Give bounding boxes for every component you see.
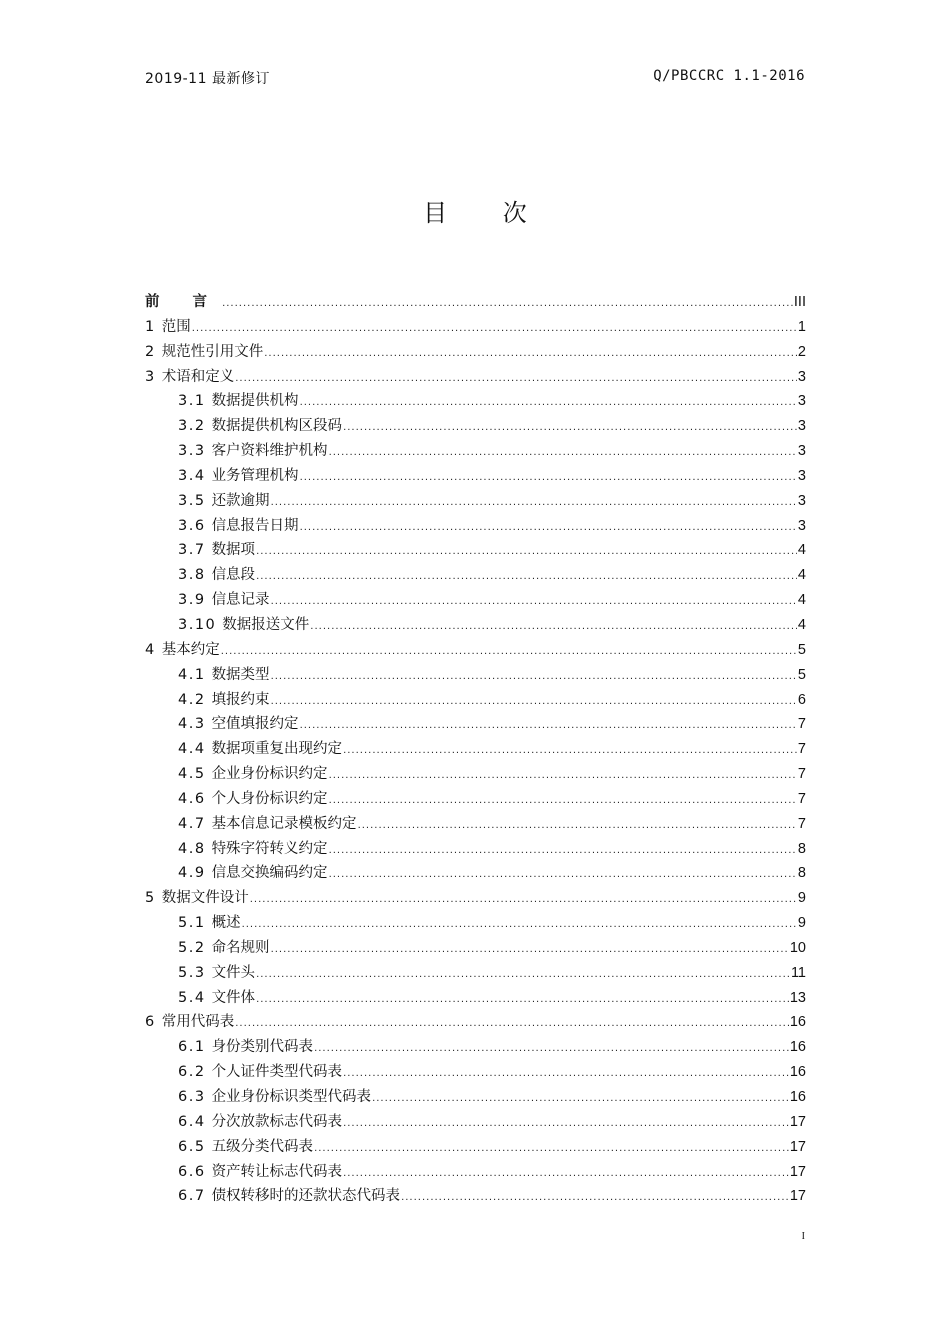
toc-entry-page: 16 [789,1014,806,1031]
toc-entry-number: 5.3 [178,964,206,981]
toc-entry-number: 6.1 [178,1039,206,1056]
toc-entry-text: 命名规则 [211,939,270,956]
page-number: I [801,1231,805,1242]
toc-entry-label [178,1110,342,1131]
toc-dot-leader [310,621,797,632]
toc-entry-page: 3 [797,517,806,534]
toc-dot-leader [235,1018,789,1029]
toc-entry-number: 3 [145,368,156,385]
toc-entry-number: 4.8 [178,840,206,857]
toc-entry-page: 7 [797,741,806,758]
toc-dot-leader [329,795,797,806]
toc-entry[interactable] [145,613,806,638]
toc-entry-text: 文件头 [211,964,256,981]
toc-entry-label [178,861,328,882]
toc-dot-leader [358,820,797,831]
toc-entry-label [178,837,328,858]
toc-entry-page: 16 [789,1039,806,1056]
toc-entry-text: 信息段 [211,567,256,584]
toc-entry[interactable] [145,1160,806,1185]
toc-entry-number: 3.4 [178,467,206,484]
toc-dot-leader [300,397,797,408]
toc-entry-label [145,886,249,907]
toc-entry-page: 3 [797,393,806,410]
toc-dot-leader [271,671,797,682]
toc-entry-label [178,588,270,609]
toc-entry-text: 数据类型 [211,666,270,683]
toc-entry-text: 文件体 [211,989,256,1006]
toc-entry-text: 资产转让标志代码表 [211,1163,343,1180]
toc-entry-label [145,290,221,311]
toc-entry-page: 3 [797,368,806,385]
toc-entry-number: 3.7 [178,542,206,559]
toc-entry[interactable] [145,638,806,663]
toc-entry-number: 5 [145,890,156,907]
toc-entry-label [178,986,255,1007]
toc-entry-text: 常用代码表 [161,1014,235,1031]
toc-dot-leader [242,919,797,930]
toc-entry-label [178,1160,342,1181]
toc-dot-leader [256,571,797,582]
toc-dot-leader [343,745,797,756]
toc-entry-text: 企业身份标识约定 [211,766,328,783]
toc-dot-leader [256,969,790,980]
toc-entry[interactable] [145,439,806,464]
toc-entry-number: 5.1 [178,915,206,932]
toc-entry-number: 6.2 [178,1064,206,1081]
toc-entry[interactable] [145,1060,806,1085]
toc-entry-label [178,1035,313,1056]
toc-entry[interactable] [145,812,806,837]
toc-entry-label [178,563,255,584]
toc-entry-number: 4.6 [178,790,206,807]
toc-dot-leader [314,1043,789,1054]
toc-entry[interactable] [145,389,806,414]
toc-entry-label [145,340,263,361]
toc-entry-number: 4 [145,641,156,658]
toc-entry-page: 3 [797,418,806,435]
toc-dot-leader [271,696,797,707]
toc-dot-leader [250,894,797,905]
toc-dot-leader [343,422,797,433]
toc-entry-page: 7 [797,716,806,733]
toc-entry[interactable] [145,1010,806,1035]
toc-entry-number: 3.2 [178,418,206,435]
toc-entry-page: 7 [797,790,806,807]
toc-entry-page: 16 [789,1089,806,1105]
toc-entry[interactable] [145,1110,806,1135]
toc-entry[interactable] [145,340,806,365]
toc-entry-page: 17 [789,1163,806,1180]
toc-entry-label [178,1085,371,1106]
toc-entry[interactable] [145,712,806,737]
table-of-contents [145,290,806,1209]
toc-entry-text: 基本信息记录模板约定 [211,815,357,832]
toc-entry-label [145,638,220,659]
toc-entry-label [178,414,342,435]
toc-entry-number: 6 [145,1014,156,1031]
toc-entry-page: 6 [797,691,806,708]
toc-entry-text: 前 言 [145,294,222,310]
toc-dot-leader [329,770,797,781]
toc-entry-label [178,812,357,833]
toc-entry-number: 5.4 [178,989,206,1006]
toc-entry-text: 概述 [211,915,241,932]
toc-entry-text: 个人身份标识约定 [211,790,328,807]
toc-entry[interactable] [145,464,806,489]
toc-entry-page: 1 [797,318,806,335]
toc-entry-number: 3.3 [178,443,206,460]
toc-entry-number: 4.7 [178,815,206,832]
toc-entry-page: 13 [789,989,806,1006]
toc-entry-label [178,911,241,932]
toc-entry-text: 还款逾期 [211,492,270,509]
toc-entry-text: 填报约束 [211,691,270,708]
toc-entry-page: 2 [797,343,806,360]
toc-entry-number: 3.6 [178,517,206,534]
toc-entry[interactable] [145,886,806,911]
header-standard-code: Q/PBCCRC 1.1-2016 [653,68,805,84]
toc-entry-page: III [793,294,806,310]
toc-dot-leader [329,845,797,856]
toc-entry[interactable] [145,737,806,762]
toc-entry-number: 2 [145,343,156,360]
toc-entry-text: 数据项 [211,542,256,559]
toc-entry-label [178,663,270,684]
toc-entry-text: 规范性引用文件 [161,343,264,360]
toc-entry[interactable] [145,837,806,862]
toc-entry-label [178,489,270,510]
toc-entry-text: 客户资料维护机构 [211,443,328,460]
toc-entry-number: 4.3 [178,716,206,733]
toc-dot-leader [221,646,797,657]
toc-entry[interactable] [145,762,806,787]
toc-entry[interactable] [145,1035,806,1060]
toc-entry-page: 17 [789,1113,806,1130]
toc-entry-number: 1 [145,318,156,335]
toc-entry-label [145,365,234,386]
toc-entry-label [178,514,299,535]
toc-entry-text: 术语和定义 [161,368,235,385]
page-title: 目 次 [423,199,551,227]
toc-dot-leader [343,1168,789,1179]
toc-entry[interactable] [145,1135,806,1160]
toc-entry-text: 基本约定 [161,641,220,658]
toc-entry[interactable] [145,961,806,986]
toc-dot-leader [314,1143,789,1154]
toc-entry-label [178,762,328,783]
toc-entry[interactable] [145,986,806,1011]
toc-dot-leader [329,447,797,458]
toc-entry-number: 3.9 [178,592,206,609]
toc-entry-text: 信息交换编码约定 [211,865,328,882]
toc-entry-number: 3.10 [178,616,217,633]
toc-dot-leader [401,1192,789,1203]
toc-entry[interactable] [145,936,806,961]
toc-dot-leader [256,546,797,557]
toc-entry-page: 11 [790,964,806,981]
toc-entry-label [178,538,255,559]
toc-entry-label [178,688,270,709]
toc-dot-leader [329,869,797,880]
toc-entry-page: 9 [797,915,806,932]
toc-dot-leader [264,348,797,359]
toc-entry-number: 3.5 [178,492,206,509]
toc-dot-leader [372,1093,789,1104]
toc-entry-number: 4.4 [178,741,206,758]
toc-entry[interactable] [145,1184,806,1209]
toc-entry-number: 4.1 [178,666,206,683]
toc-entry[interactable] [145,1085,806,1110]
toc-entry-page: 5 [797,641,806,658]
toc-dot-leader [271,596,797,607]
toc-entry-text: 个人证件类型代码表 [211,1064,343,1081]
toc-entry-page: 3 [797,467,806,484]
toc-entry-text: 五级分类代码表 [211,1138,314,1155]
toc-entry-page: 3 [797,492,806,509]
toc-dot-leader [222,298,793,309]
toc-dot-leader [300,472,797,483]
toc-entry-text: 信息记录 [211,592,270,609]
toc-entry-label [178,439,328,460]
toc-entry[interactable] [145,861,806,886]
toc-entry-page: 16 [789,1064,806,1081]
toc-entry-page: 4 [797,542,806,559]
toc-entry-number: 4.9 [178,865,206,882]
toc-entry-page: 9 [797,890,806,907]
toc-entry-page: 17 [789,1138,806,1155]
toc-entry-number: 6.7 [178,1188,206,1205]
toc-entry-label [178,613,309,634]
toc-entry-page: 8 [797,840,806,857]
toc-entry-label [178,712,299,733]
toc-entry-page: 4 [797,616,806,633]
toc-entry-page: 7 [797,766,806,783]
toc-dot-leader [343,1068,789,1079]
toc-entry-text: 业务管理机构 [211,467,299,484]
toc-dot-leader [271,944,789,955]
toc-entry-label [178,464,299,485]
toc-entry-page: 8 [797,865,806,882]
toc-entry-number: 6.4 [178,1113,206,1130]
toc-entry-page: 5 [797,666,806,683]
toc-entry[interactable] [145,489,806,514]
toc-entry-text: 数据项重复出现约定 [211,741,343,758]
toc-entry-text: 身份类别代码表 [211,1039,314,1056]
toc-entry[interactable] [145,787,806,812]
toc-entry-number: 3.1 [178,393,206,410]
toc-entry-number: 4.2 [178,691,206,708]
toc-dot-leader [192,323,797,334]
toc-entry[interactable] [145,538,806,563]
toc-entry[interactable] [145,414,806,439]
toc-entry[interactable] [145,315,806,340]
toc-entry-label [178,1184,400,1205]
toc-entry[interactable] [145,365,806,390]
toc-entry-page: 7 [797,815,806,832]
toc-entry-label [178,961,255,982]
toc-dot-leader [235,373,797,384]
toc-entry-text: 数据报送文件 [222,616,310,633]
toc-dot-leader [343,1118,789,1129]
toc-entry-text: 信息报告日期 [211,517,299,534]
toc-entry-text: 数据提供机构区段码 [211,418,343,435]
toc-entry[interactable] [145,588,806,613]
toc-entry-page: 10 [789,939,806,956]
toc-entry-text: 空值填报约定 [211,716,299,733]
toc-entry[interactable] [145,290,806,315]
toc-entry-number: 4.5 [178,766,206,783]
toc-entry-text: 企业身份标识类型代码表 [211,1089,372,1105]
toc-entry-page: 4 [797,567,806,584]
toc-entry-label [178,787,328,808]
toc-entry-number: 6.3 [178,1089,206,1105]
header-left: 2019-11 最新修订 [145,71,270,87]
toc-entry[interactable] [145,911,806,936]
toc-entry-number: 6.6 [178,1163,206,1180]
toc-entry-page: 17 [789,1188,806,1205]
toc-entry-text: 分次放款标志代码表 [211,1113,343,1130]
toc-entry[interactable] [145,563,806,588]
toc-entry-label [178,1135,313,1156]
toc-entry-text: 数据提供机构 [211,393,299,410]
toc-dot-leader [300,522,797,533]
toc-entry-label [178,936,270,957]
toc-entry[interactable] [145,663,806,688]
toc-entry-number: 3.8 [178,567,206,584]
toc-entry-text: 债权转移时的还款状态代码表 [211,1188,401,1205]
toc-entry-label [178,1060,342,1081]
toc-entry[interactable] [145,688,806,713]
toc-entry-text: 范围 [161,318,191,335]
toc-entry-text: 数据文件设计 [161,890,249,907]
toc-dot-leader [300,720,797,731]
toc-entry-page: 3 [797,443,806,460]
toc-entry-text: 特殊字符转义约定 [211,840,328,857]
toc-entry[interactable] [145,514,806,539]
toc-dot-leader [256,994,789,1005]
toc-entry-label [178,737,342,758]
toc-entry-number: 5.2 [178,939,206,956]
toc-dot-leader [271,497,797,508]
toc-entry-label [145,1010,234,1031]
toc-entry-page: 4 [797,592,806,609]
toc-entry-number: 6.5 [178,1138,206,1155]
toc-entry-label [145,315,191,336]
toc-entry-label [178,389,299,410]
